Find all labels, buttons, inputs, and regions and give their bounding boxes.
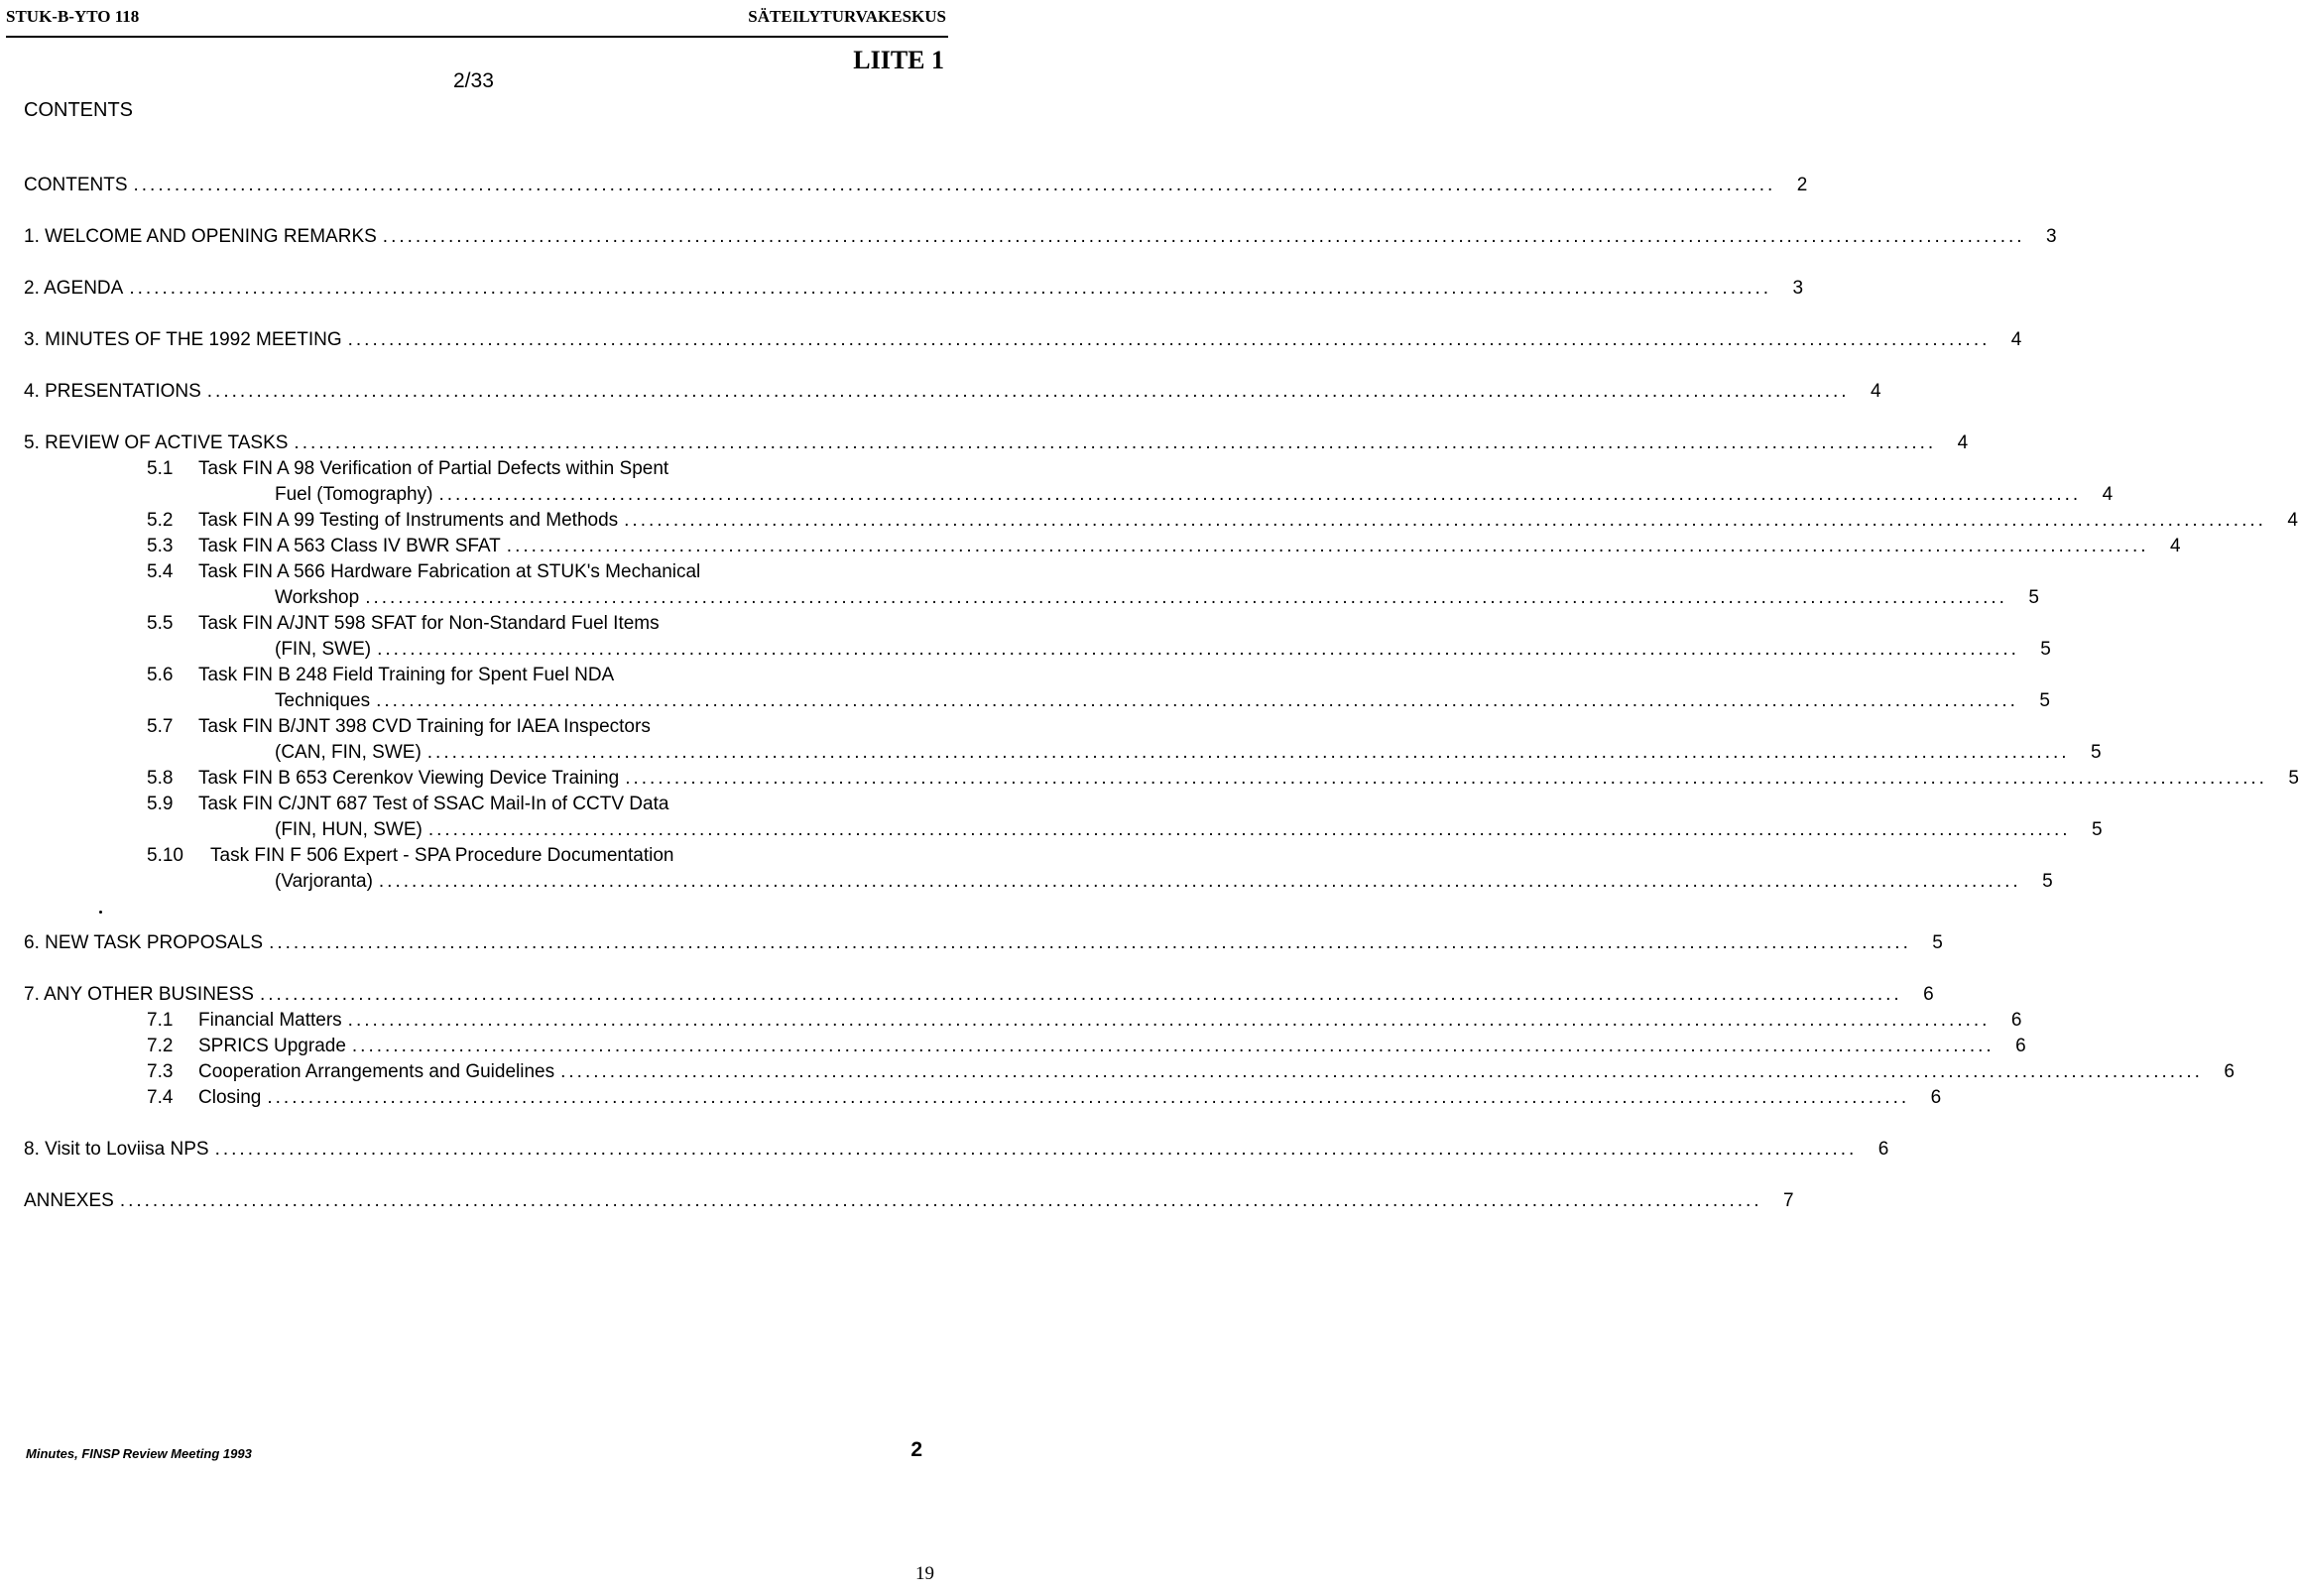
toc-number: 5.10 <box>147 845 183 866</box>
toc-entry-5-6[interactable]: Techniques ........................................................................................................................................................................................................ 5 <box>275 690 2050 711</box>
toc-entry-5-1-line1[interactable]: Task FIN A 98 Verification of Partial Defects within Spent <box>198 458 669 479</box>
toc-entry-2[interactable]: 2. AGENDA ........................................................................................................................................................................................................ 3 <box>24 278 1804 299</box>
toc-entry-5-2[interactable]: Task FIN A 99 Testing of Instruments and Methods ........................................................................................................................................................................................................ 4 <box>198 510 2298 531</box>
toc-entry-5-9-line1[interactable]: Task FIN C/JNT 687 Test of SSAC Mail-In of CCTV Data <box>198 794 669 814</box>
toc-number: 5.6 <box>147 665 174 685</box>
toc-entry-8[interactable]: 8. Visit to Loviisa NPS ........................................................................................................................................................................................................ 6 <box>24 1139 1889 1160</box>
toc-entry-5-4[interactable]: Workshop ........................................................................................................................................................................................................ 5 <box>275 587 2039 608</box>
scan-speck <box>99 911 102 914</box>
toc-entry-5-7[interactable]: (CAN, FIN, SWE) ........................................................................................................................................................................................................ 5 <box>275 742 2102 763</box>
toc-number: 5.3 <box>147 536 174 556</box>
toc-entry-7[interactable]: 7. ANY OTHER BUSINESS ........................................................................................................................................................................................................ 6 <box>24 984 1934 1005</box>
toc-entry-7-4[interactable]: Closing ........................................................................................................................................................................................................ 6 <box>198 1087 1942 1108</box>
toc-entry-5-6-line1[interactable]: Task FIN B 248 Field Training for Spent Fuel NDA <box>198 665 615 685</box>
contents-heading: CONTENTS <box>24 99 133 121</box>
report-code: STUK-B-YTO 118 <box>6 7 140 26</box>
page-number: 2/33 <box>453 69 494 92</box>
toc-entry-5-9[interactable]: (FIN, HUN, SWE) ........................................................................................................................................................................................................ 5 <box>275 819 2103 840</box>
toc-entry-contents[interactable]: CONTENTS ........................................................................................................................................................................................................ 2 <box>24 175 1808 195</box>
toc-number: 5.4 <box>147 561 174 582</box>
toc-number: 5.2 <box>147 510 174 531</box>
toc-entry-5-5-line1[interactable]: Task FIN A/JNT 598 SFAT for Non-Standard Fuel Items <box>198 613 660 634</box>
toc-number: 7.4 <box>147 1087 174 1108</box>
toc-entry-5-8[interactable]: Task FIN B 653 Cerenkov Viewing Device Training ........................................................................................................................................................................................................ 5 <box>198 768 2299 789</box>
toc-number: 5.5 <box>147 613 174 634</box>
toc-number: 7.3 <box>147 1061 174 1082</box>
toc-entry-5-4-line1[interactable]: Task FIN A 566 Hardware Fabrication at STUK's Mechanical <box>198 561 701 582</box>
toc-entry-5-5[interactable]: (FIN, SWE) ........................................................................................................................................................................................................ 5 <box>275 639 2051 660</box>
toc-entry-7-1[interactable]: Financial Matters ........................................................................................................................................................................................................ 6 <box>198 1010 2022 1031</box>
toc-entry-5[interactable]: 5. REVIEW OF ACTIVE TASKS ........................................................................................................................................................................................................ 4 <box>24 432 1969 453</box>
toc-number: 7.2 <box>147 1036 174 1056</box>
footer-page-number: 2 <box>910 1438 922 1461</box>
toc-entry-4[interactable]: 4. PRESENTATIONS ........................................................................................................................................................................................................ 4 <box>24 381 1881 402</box>
toc-entry-5-10-line1[interactable]: Task FIN F 506 Expert - SPA Procedure Documentation <box>210 845 674 866</box>
toc-entry-annexes[interactable]: ANNEXES ........................................................................................................................................................................................................ 7 <box>24 1190 1794 1211</box>
footer-title: Minutes, FINSP Review Meeting 1993 <box>26 1446 252 1461</box>
toc-entry-5-3[interactable]: Task FIN A 563 Class IV BWR SFAT ........................................................................................................................................................................................................ 4 <box>198 536 2181 556</box>
toc-entry-5-7-line1[interactable]: Task FIN B/JNT 398 CVD Training for IAEA Inspectors <box>198 716 651 737</box>
toc-entry-5-10[interactable]: (Varjoranta) ........................................................................................................................................................................................................ 5 <box>275 871 2053 892</box>
appendix-label: LIITE 1 <box>853 46 944 74</box>
toc-entry-6[interactable]: 6. NEW TASK PROPOSALS ........................................................................................................................................................................................................ 5 <box>24 932 1943 953</box>
toc-entry-7-3[interactable]: Cooperation Arrangements and Guidelines ........................................................................................................................................................................................................ 6 <box>198 1061 2235 1082</box>
sheet-number: 19 <box>915 1563 934 1584</box>
toc-number: 5.9 <box>147 794 174 814</box>
toc-number: 7.1 <box>147 1010 174 1031</box>
toc-entry-5-1[interactable]: Fuel (Tomography) ........................................................................................................................................................................................................ 4 <box>275 484 2114 505</box>
toc-entry-7-2[interactable]: SPRICS Upgrade ........................................................................................................................................................................................................ 6 <box>198 1036 2026 1056</box>
toc-number: 5.1 <box>147 458 174 479</box>
toc-entry-3[interactable]: 3. MINUTES OF THE 1992 MEETING ........................................................................................................................................................................................................ 4 <box>24 329 2022 350</box>
organization-name: SÄTEILYTURVAKESKUS <box>748 7 946 26</box>
toc-number: 5.7 <box>147 716 174 737</box>
toc-number: 5.8 <box>147 768 174 789</box>
toc-entry-1[interactable]: 1. WELCOME AND OPENING REMARKS ........................................................................................................................................................................................................ 3 <box>24 226 2057 247</box>
